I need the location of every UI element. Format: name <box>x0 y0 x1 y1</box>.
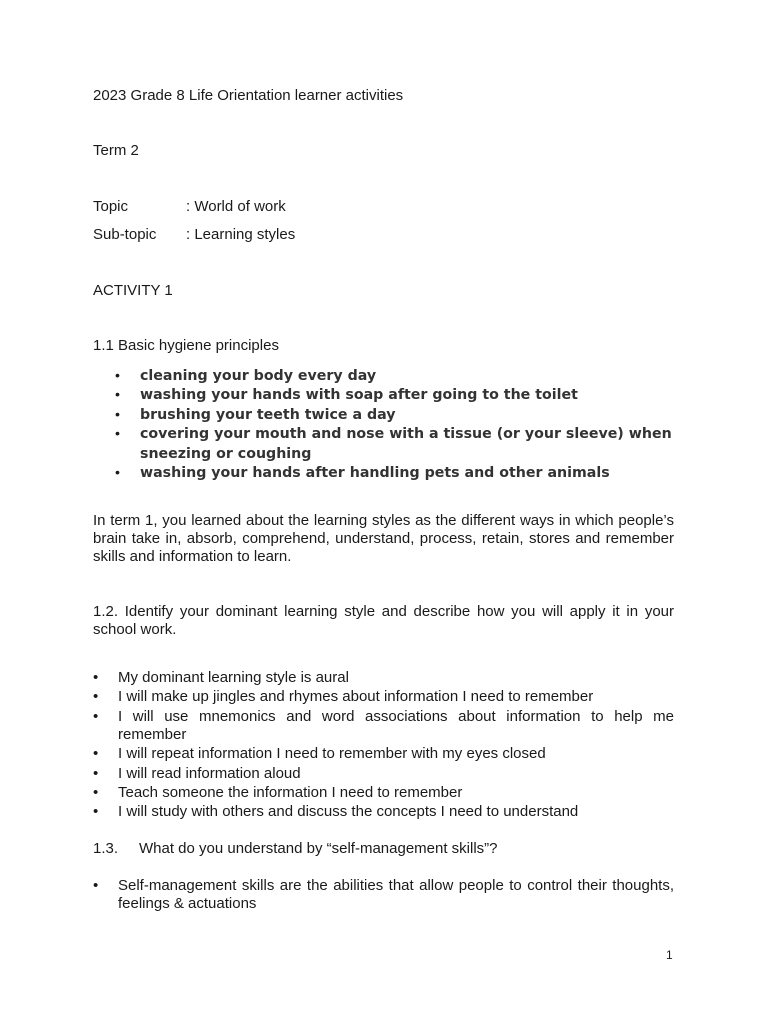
bullet-icon: • <box>93 803 99 821</box>
list-item: • covering your mouth and nose with a tissue (or your sleeve) when sneezing or coughing <box>115 426 672 462</box>
subtopic-value: : Learning styles <box>186 226 296 243</box>
list-item: • washing your hands after handling pets and other animals <box>115 464 675 483</box>
section-1-3-question <box>93 840 498 858</box>
bullet-icon: • <box>93 669 99 686</box>
bullet-icon: • <box>93 783 99 801</box>
bullet-icon: • <box>93 745 99 763</box>
term-label: Term 2 <box>93 142 139 159</box>
question-number: 1.3. <box>93 840 119 857</box>
subtopic-label: Sub-topic <box>93 226 157 243</box>
bullet-icon: • <box>93 707 99 725</box>
subtopic-row <box>93 226 295 244</box>
list-item: • I will make up jingles and rhymes about information I need to remember <box>93 688 594 706</box>
bullet-icon: • <box>93 688 99 706</box>
hygiene-list <box>115 367 675 483</box>
bullet-icon: • <box>115 465 120 482</box>
list-item: • washing your hands with soap after going to the toilet <box>115 386 675 405</box>
section-1-2-question: 1.2. Identify your dominant learning style and describe how you will apply it in your school work. <box>93 603 674 638</box>
page-number: 1 <box>666 948 673 962</box>
list-item: • cleaning your body every day <box>115 367 675 386</box>
activity-title: ACTIVITY 1 <box>93 282 173 299</box>
bullet-icon: • <box>115 387 120 404</box>
topic-row <box>93 198 286 216</box>
section-1-1-heading: 1.1 Basic hygiene principles <box>93 337 279 354</box>
list-item: • My dominant learning style is aural <box>93 669 349 686</box>
document-title: 2023 Grade 8 Life Orientation learner activities <box>93 87 404 104</box>
list-item: • I will repeat information I need to remember with my eyes closed <box>93 745 546 763</box>
list-item: • I will read information aloud <box>93 764 301 782</box>
bullet-icon: • <box>115 368 120 384</box>
topic-value: : World of work <box>186 198 286 215</box>
list-item: • Teach someone the information I need to remember <box>93 783 463 801</box>
topic-label: Topic <box>93 198 129 215</box>
bullet-icon: • <box>115 406 120 423</box>
self-management-list <box>93 877 674 914</box>
bullet-icon: • <box>93 877 99 894</box>
list-item: • I will study with others and discuss the concepts I need to understand <box>93 803 579 821</box>
bullet-icon: • <box>115 426 120 443</box>
list-item: • Self-management skills are the abilities that allow people to control their thoughts, feelings & actuations <box>93 877 674 912</box>
bullet-icon: • <box>93 764 99 782</box>
list-item: • I will use mnemonics and word associations about information to help me remember <box>93 707 674 743</box>
intro-paragraph: In term 1, you learned about the learning styles as the different ways in which people’s brain take in, absorb, comprehend, understand, process, retain, stores and remember skills and information to learn. <box>93 512 674 565</box>
question-text: What do you understand by “self-management skills”? <box>139 840 498 857</box>
learning-style-list <box>93 669 674 823</box>
list-item: • brushing your teeth twice a day <box>115 406 675 425</box>
